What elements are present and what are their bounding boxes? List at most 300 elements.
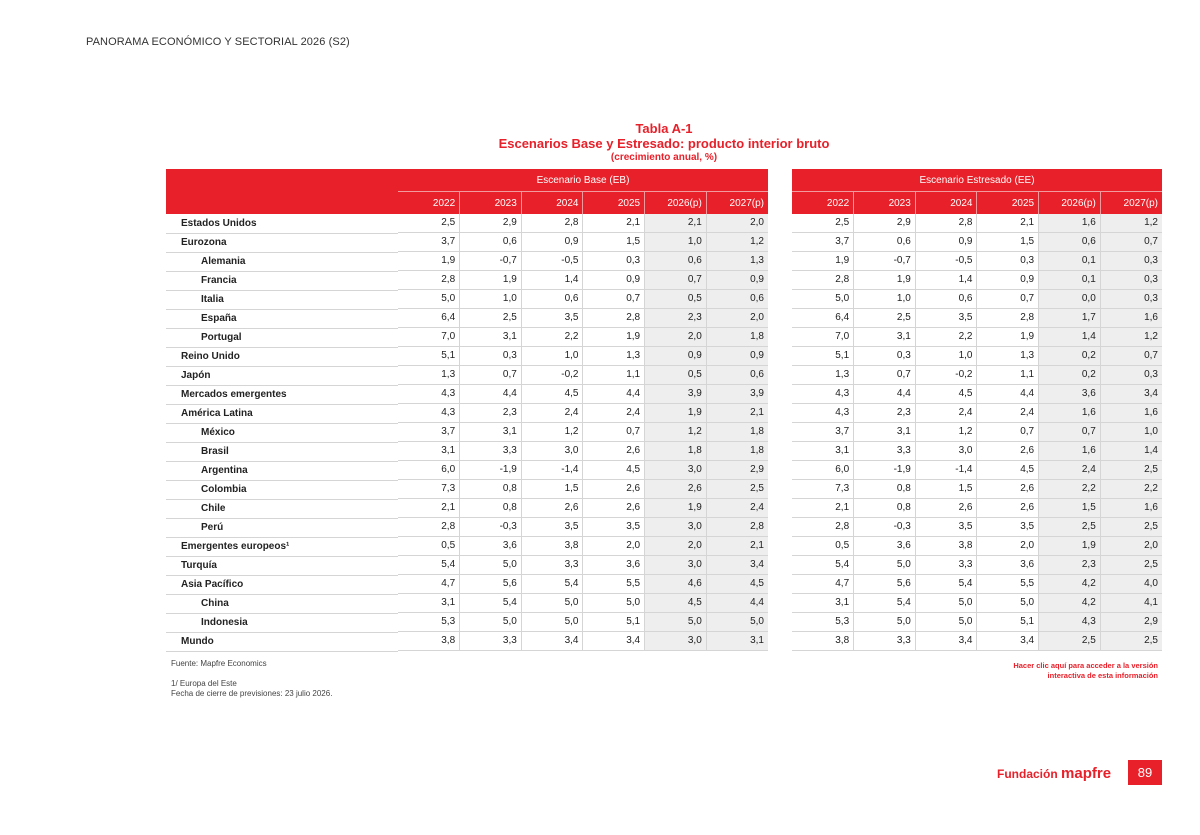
value-cell: 0,3 [1100, 271, 1162, 290]
value-cell: 2,0 [1100, 537, 1162, 556]
value-cell: 1,2 [915, 423, 977, 442]
value-cell: 2,3 [645, 309, 707, 328]
table-row [792, 366, 1162, 385]
value-cell: 1,3 [706, 252, 768, 271]
table-row [398, 366, 768, 385]
value-cell: 2,6 [915, 499, 977, 518]
table-unit: (crecimiento anual, %) [610, 152, 718, 163]
value-cell: 0,3 [854, 347, 916, 366]
table-row [792, 252, 1162, 271]
value-cell: 5,5 [977, 575, 1039, 594]
country-label: América Latina [166, 405, 398, 424]
value-cell: 5,0 [645, 613, 707, 632]
table-row [398, 252, 768, 271]
value-cell: 1,9 [854, 271, 916, 290]
table-row [792, 385, 1162, 404]
value-cell: 1,3 [398, 366, 460, 385]
logo-big-text: mapfre [1061, 765, 1112, 782]
value-cell: 3,4 [1100, 385, 1162, 404]
value-cell: 0,7 [583, 423, 645, 442]
value-cell: 0,3 [1100, 290, 1162, 309]
table-row [398, 537, 768, 556]
link-line-1: Hacer clic aquí para acceder a la versión [1013, 661, 1158, 670]
value-cell: 4,5 [977, 461, 1039, 480]
value-cell: -0,2 [915, 366, 977, 385]
value-cell: 5,3 [398, 613, 460, 632]
value-cell: 2,5 [1100, 632, 1162, 651]
value-cell: 2,5 [1039, 518, 1101, 537]
value-cell: 2,5 [1100, 518, 1162, 537]
value-cell: 4,2 [1039, 594, 1101, 613]
value-cell: 5,0 [398, 290, 460, 309]
value-cell: 0,7 [854, 366, 916, 385]
value-cell: 0,9 [977, 271, 1039, 290]
value-cell: 3,6 [977, 556, 1039, 575]
country-label: Chile [166, 500, 398, 519]
value-cell: 5,1 [977, 613, 1039, 632]
value-cell: 4,5 [583, 461, 645, 480]
value-cell: 0,7 [977, 423, 1039, 442]
table-row [792, 309, 1162, 328]
table-row [792, 233, 1162, 252]
country-label: Francia [166, 272, 398, 291]
value-cell: 2,1 [645, 214, 707, 233]
value-cell: 2,5 [398, 214, 460, 233]
value-cell: 3,0 [645, 632, 707, 651]
group-header-ee: Escenario Estresado (EE) [792, 169, 1162, 192]
country-label: Colombia [166, 481, 398, 500]
table-row [792, 442, 1162, 461]
value-cell: 2,8 [706, 518, 768, 537]
value-cell: 3,6 [583, 556, 645, 575]
value-cell: 5,4 [460, 594, 522, 613]
value-cell: 2,5 [1039, 632, 1101, 651]
value-cell: 3,4 [706, 556, 768, 575]
value-cell: 4,4 [706, 594, 768, 613]
value-cell: 2,0 [706, 309, 768, 328]
value-cell: 1,0 [521, 347, 583, 366]
table-row [792, 537, 1162, 556]
value-cell: 5,4 [521, 575, 583, 594]
value-cell: 1,4 [1039, 328, 1101, 347]
table-escenario-estresado [792, 169, 1162, 651]
value-cell: 3,9 [645, 385, 707, 404]
value-cell: 1,6 [1100, 309, 1162, 328]
value-cell: 2,8 [977, 309, 1039, 328]
value-cell: 0,6 [1039, 233, 1101, 252]
table-body-ee [792, 214, 1162, 651]
footnote-date: Fecha de cierre de previsiones: 23 julio 2026. [171, 689, 333, 698]
value-cell: 1,9 [460, 271, 522, 290]
table-row [792, 404, 1162, 423]
value-cell: 2,1 [583, 214, 645, 233]
value-cell: 1,6 [1039, 214, 1101, 233]
value-cell: 1,5 [1039, 499, 1101, 518]
value-cell: 2,4 [706, 499, 768, 518]
value-cell: 5,5 [583, 575, 645, 594]
value-cell: 2,0 [645, 328, 707, 347]
country-label: España [166, 310, 398, 329]
table-row [398, 556, 768, 575]
value-cell: 2,1 [398, 499, 460, 518]
value-cell: -0,5 [915, 252, 977, 271]
year-header: 2023 [460, 192, 522, 215]
value-cell: 4,2 [1039, 575, 1101, 594]
value-cell: 2,1 [706, 404, 768, 423]
value-cell: 0,6 [460, 233, 522, 252]
value-cell: 1,8 [706, 328, 768, 347]
value-cell: 5,1 [583, 613, 645, 632]
value-cell: 2,4 [915, 404, 977, 423]
table-row [398, 632, 768, 651]
country-label: Italia [166, 291, 398, 310]
value-cell: 6,0 [398, 461, 460, 480]
value-cell: 5,6 [460, 575, 522, 594]
value-cell: 2,9 [1100, 613, 1162, 632]
value-cell: 2,9 [706, 461, 768, 480]
year-header: 2023 [854, 192, 916, 215]
value-cell: 0,7 [977, 290, 1039, 309]
year-header: 2022 [398, 192, 460, 215]
year-header: 2027(p) [1100, 192, 1162, 215]
value-cell: 5,6 [854, 575, 916, 594]
value-cell: 4,6 [645, 575, 707, 594]
country-column [166, 215, 398, 652]
value-cell: 3,0 [915, 442, 977, 461]
value-cell: 2,3 [854, 404, 916, 423]
value-cell: 5,0 [854, 613, 916, 632]
value-cell: -0,7 [460, 252, 522, 271]
year-header-row-eb [398, 192, 768, 215]
value-cell: 1,2 [521, 423, 583, 442]
value-cell: 3,1 [792, 442, 854, 461]
value-cell: 2,3 [460, 404, 522, 423]
value-cell: 3,4 [583, 632, 645, 651]
value-cell: 3,0 [645, 461, 707, 480]
value-cell: 4,7 [398, 575, 460, 594]
value-cell: 2,5 [1100, 461, 1162, 480]
value-cell: 0,8 [460, 480, 522, 499]
value-cell: -0,3 [460, 518, 522, 537]
value-cell: 1,0 [854, 290, 916, 309]
year-header: 2026(p) [645, 192, 707, 215]
value-cell: 1,9 [1039, 537, 1101, 556]
value-cell: 2,8 [915, 214, 977, 233]
table-row [792, 423, 1162, 442]
value-cell: 0,7 [583, 290, 645, 309]
value-cell: 3,6 [854, 537, 916, 556]
value-cell: 1,0 [915, 347, 977, 366]
value-cell: 2,3 [1039, 556, 1101, 575]
value-cell: -1,9 [460, 461, 522, 480]
table-row [398, 309, 768, 328]
value-cell: 1,3 [792, 366, 854, 385]
value-cell: 3,0 [645, 556, 707, 575]
value-cell: 0,6 [854, 233, 916, 252]
value-cell: 6,0 [792, 461, 854, 480]
value-cell: 2,8 [398, 271, 460, 290]
value-cell: 6,4 [398, 309, 460, 328]
value-cell: 3,1 [854, 328, 916, 347]
value-cell: 1,0 [645, 233, 707, 252]
value-cell: 5,0 [706, 613, 768, 632]
source-note: Fuente: Mapfre Economics [171, 659, 267, 668]
value-cell: 1,5 [583, 233, 645, 252]
value-cell: 5,0 [915, 594, 977, 613]
value-cell: 3,1 [460, 328, 522, 347]
value-cell: 0,9 [706, 347, 768, 366]
value-cell: 4,5 [706, 575, 768, 594]
value-cell: 2,6 [583, 442, 645, 461]
country-label: Brasil [166, 443, 398, 462]
value-cell: 2,2 [1100, 480, 1162, 499]
table-row [398, 347, 768, 366]
value-cell: 1,8 [706, 423, 768, 442]
value-cell: 1,6 [1039, 404, 1101, 423]
value-cell: 0,3 [977, 252, 1039, 271]
value-cell: 2,5 [1100, 556, 1162, 575]
footnote-1: 1/ Europa del Este [171, 679, 237, 688]
value-cell: 5,1 [792, 347, 854, 366]
country-label: Alemania [166, 253, 398, 272]
value-cell: 2,9 [460, 214, 522, 233]
value-cell: 5,0 [583, 594, 645, 613]
table-row [398, 233, 768, 252]
table-row [792, 480, 1162, 499]
country-label: Argentina [166, 462, 398, 481]
value-cell: 1,1 [583, 366, 645, 385]
value-cell: 3,3 [521, 556, 583, 575]
table-title: Tabla A-1 [635, 121, 693, 136]
value-cell: 4,7 [792, 575, 854, 594]
value-cell: 2,5 [706, 480, 768, 499]
value-cell: 7,3 [398, 480, 460, 499]
year-header-row-ee [792, 192, 1162, 215]
value-cell: 3,4 [521, 632, 583, 651]
value-cell: 7,0 [398, 328, 460, 347]
year-header: 2025 [583, 192, 645, 215]
value-cell: 1,2 [1100, 328, 1162, 347]
value-cell: 5,1 [398, 347, 460, 366]
table-row [792, 499, 1162, 518]
value-cell: 2,4 [1039, 461, 1101, 480]
value-cell: 1,4 [521, 271, 583, 290]
value-cell: 2,2 [915, 328, 977, 347]
table-row [792, 290, 1162, 309]
table-row [398, 613, 768, 632]
value-cell: 2,2 [521, 328, 583, 347]
table-row [398, 480, 768, 499]
value-cell: 0,9 [915, 233, 977, 252]
page-number: 89 [1128, 760, 1162, 785]
table-row [792, 632, 1162, 651]
year-header: 2026(p) [1039, 192, 1101, 215]
country-header-cell [166, 169, 398, 214]
value-cell: 1,3 [977, 347, 1039, 366]
value-cell: 2,6 [977, 499, 1039, 518]
value-cell: 3,1 [460, 423, 522, 442]
table-row [398, 423, 768, 442]
value-cell: 2,6 [977, 442, 1039, 461]
value-cell: 0,7 [645, 271, 707, 290]
value-cell: 4,5 [645, 594, 707, 613]
table-row [792, 613, 1162, 632]
value-cell: 4,5 [915, 385, 977, 404]
value-cell: 0,0 [1039, 290, 1101, 309]
value-cell: 3,5 [977, 518, 1039, 537]
value-cell: 1,6 [1100, 404, 1162, 423]
table-row [398, 442, 768, 461]
table-row [398, 271, 768, 290]
value-cell: 0,7 [460, 366, 522, 385]
value-cell: 2,2 [1039, 480, 1101, 499]
value-cell: 5,4 [854, 594, 916, 613]
interactive-version-link[interactable] [1013, 661, 1158, 681]
value-cell: 0,6 [706, 366, 768, 385]
value-cell: 1,4 [1100, 442, 1162, 461]
value-cell: 2,4 [521, 404, 583, 423]
value-cell: 1,6 [1039, 442, 1101, 461]
value-cell: 0,5 [398, 537, 460, 556]
value-cell: 0,9 [706, 271, 768, 290]
value-cell: 4,3 [398, 385, 460, 404]
value-cell: 5,0 [460, 613, 522, 632]
value-cell: 5,0 [915, 613, 977, 632]
country-label: Reino Unido [166, 348, 398, 367]
value-cell: 2,8 [792, 518, 854, 537]
table-row [792, 575, 1162, 594]
value-cell: 0,3 [583, 252, 645, 271]
value-cell: 2,4 [977, 404, 1039, 423]
value-cell: 2,6 [583, 480, 645, 499]
value-cell: 2,5 [460, 309, 522, 328]
table-row [398, 518, 768, 537]
value-cell: 3,5 [521, 518, 583, 537]
value-cell: 3,8 [915, 537, 977, 556]
value-cell: 0,7 [1100, 233, 1162, 252]
value-cell: 2,0 [645, 537, 707, 556]
value-cell: 1,2 [1100, 214, 1162, 233]
value-cell: 0,3 [460, 347, 522, 366]
value-cell: 1,5 [521, 480, 583, 499]
value-cell: 3,9 [706, 385, 768, 404]
table-row [398, 461, 768, 480]
value-cell: 3,5 [521, 309, 583, 328]
value-cell: 3,8 [398, 632, 460, 651]
table-row [792, 347, 1162, 366]
year-header: 2024 [915, 192, 977, 215]
value-cell: 3,7 [398, 423, 460, 442]
value-cell: 0,2 [1039, 347, 1101, 366]
value-cell: 2,1 [792, 499, 854, 518]
value-cell: 3,4 [977, 632, 1039, 651]
country-label: Asia Pacífico [166, 576, 398, 595]
table-row [792, 214, 1162, 233]
value-cell: 7,0 [792, 328, 854, 347]
value-cell: 3,3 [915, 556, 977, 575]
value-cell: 1,2 [706, 233, 768, 252]
year-header: 2024 [521, 192, 583, 215]
value-cell: 1,0 [1100, 423, 1162, 442]
value-cell: 0,7 [1039, 423, 1101, 442]
value-cell: 1,5 [915, 480, 977, 499]
value-cell: 3,8 [792, 632, 854, 651]
value-cell: 2,9 [854, 214, 916, 233]
value-cell: 3,1 [792, 594, 854, 613]
value-cell: 3,3 [854, 442, 916, 461]
value-cell: 4,4 [854, 385, 916, 404]
value-cell: 1,6 [1100, 499, 1162, 518]
value-cell: 3,3 [460, 632, 522, 651]
group-header-eb: Escenario Base (EB) [398, 169, 768, 192]
running-header: PANORAMA ECONÓMICO Y SECTORIAL 2026 (S2) [86, 36, 350, 48]
value-cell: 2,8 [792, 271, 854, 290]
value-cell: 3,7 [792, 233, 854, 252]
value-cell: 1,2 [645, 423, 707, 442]
country-label: Mundo [166, 633, 398, 652]
value-cell: 0,2 [1039, 366, 1101, 385]
value-cell: 0,5 [792, 537, 854, 556]
value-cell: 0,7 [1100, 347, 1162, 366]
value-cell: 4,3 [398, 404, 460, 423]
table-row [792, 594, 1162, 613]
value-cell: 1,4 [915, 271, 977, 290]
value-cell: 0,9 [645, 347, 707, 366]
value-cell: -1,4 [915, 461, 977, 480]
value-cell: -0,2 [521, 366, 583, 385]
value-cell: 3,3 [854, 632, 916, 651]
value-cell: -1,4 [521, 461, 583, 480]
value-cell: 3,7 [398, 233, 460, 252]
fundacion-mapfre-logo [997, 765, 1111, 782]
value-cell: 6,4 [792, 309, 854, 328]
value-cell: 0,6 [706, 290, 768, 309]
value-cell: 0,1 [1039, 252, 1101, 271]
logo-small-text: Fundación [997, 767, 1058, 781]
value-cell: 2,5 [854, 309, 916, 328]
table-subtitle: Escenarios Base y Estresado: producto interior bruto [498, 136, 830, 151]
value-cell: 1,9 [792, 252, 854, 271]
value-cell: 5,0 [460, 556, 522, 575]
table-row [792, 556, 1162, 575]
value-cell: 3,6 [460, 537, 522, 556]
value-cell: 0,6 [915, 290, 977, 309]
table-title-block [0, 121, 1200, 164]
value-cell: 0,9 [583, 271, 645, 290]
value-cell: 4,1 [1100, 594, 1162, 613]
table-row [398, 214, 768, 233]
value-cell: 3,1 [398, 594, 460, 613]
value-cell: 3,0 [645, 518, 707, 537]
table-row [398, 404, 768, 423]
table-row [398, 594, 768, 613]
value-cell: 1,1 [977, 366, 1039, 385]
country-label: Mercados emergentes [166, 386, 398, 405]
country-label: Perú [166, 519, 398, 538]
value-cell: 7,3 [792, 480, 854, 499]
country-label: Portugal [166, 329, 398, 348]
value-cell: 3,6 [1039, 385, 1101, 404]
country-label: México [166, 424, 398, 443]
value-cell: 1,8 [706, 442, 768, 461]
value-cell: 4,3 [792, 404, 854, 423]
value-cell: 2,4 [583, 404, 645, 423]
value-cell: 2,8 [398, 518, 460, 537]
value-cell: 3,4 [915, 632, 977, 651]
value-cell: 0,8 [854, 480, 916, 499]
table-body-eb [398, 214, 768, 651]
value-cell: 2,6 [977, 480, 1039, 499]
